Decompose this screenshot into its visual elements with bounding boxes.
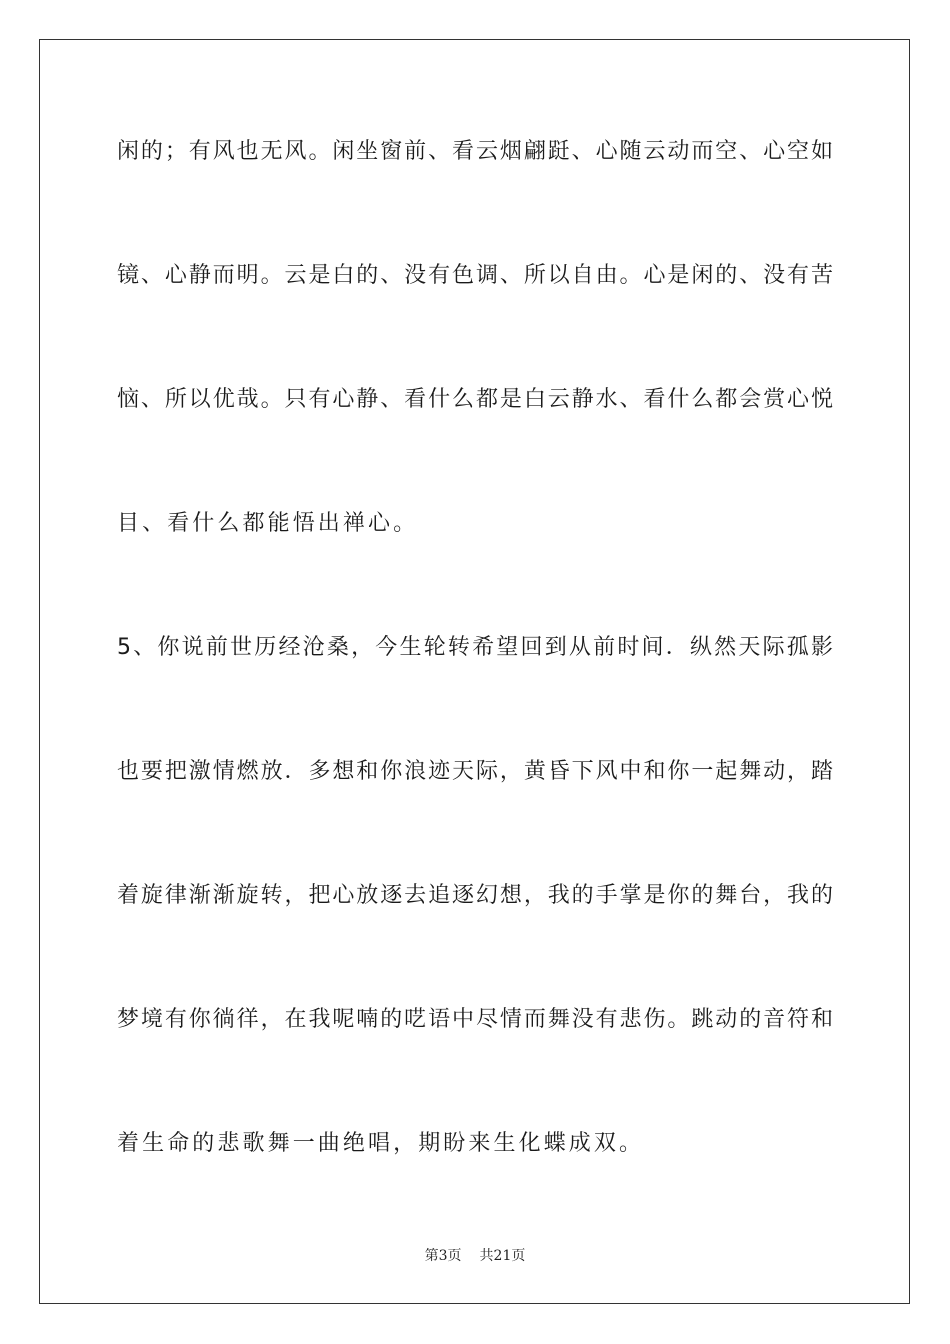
text-line: 着旋律渐渐旋转，把心放逐去追逐幻想，我的手掌是你的舞台，我的 <box>117 883 833 908</box>
page-footer <box>0 1246 950 1266</box>
total-pages: 共21页 <box>479 1248 526 1264</box>
page-border <box>39 39 910 1304</box>
text-line: 也要把激情燃放．多想和你浪迹天际，黄昏下风中和你一起舞动，踏 <box>117 759 833 784</box>
text-line: 镜、心静而明。云是白的、没有色调、所以自由。心是闲的、没有苦 <box>117 263 833 288</box>
text-line: 着生命的悲歌舞一曲绝唱，期盼来生化蝶成双。 <box>117 1131 645 1156</box>
text-line: 恼、所以优哉。只有心静、看什么都是白云静水、看什么都会赏心悦 <box>117 387 833 412</box>
text-line: 5、你说前世历经沧桑，今生轮转希望回到从前时间．纵然天际孤影 <box>117 635 833 660</box>
text-line: 梦境有你徜徉，在我呢喃的呓语中尽情而舞没有悲伤。跳动的音符和 <box>117 1007 833 1032</box>
page-number: 第3页 <box>424 1248 462 1264</box>
text-line: 闲的；有风也无风。闲坐窗前、看云烟翩跹、心随云动而空、心空如 <box>117 139 833 164</box>
text-line: 目、看什么都能悟出禅心。 <box>117 511 419 536</box>
